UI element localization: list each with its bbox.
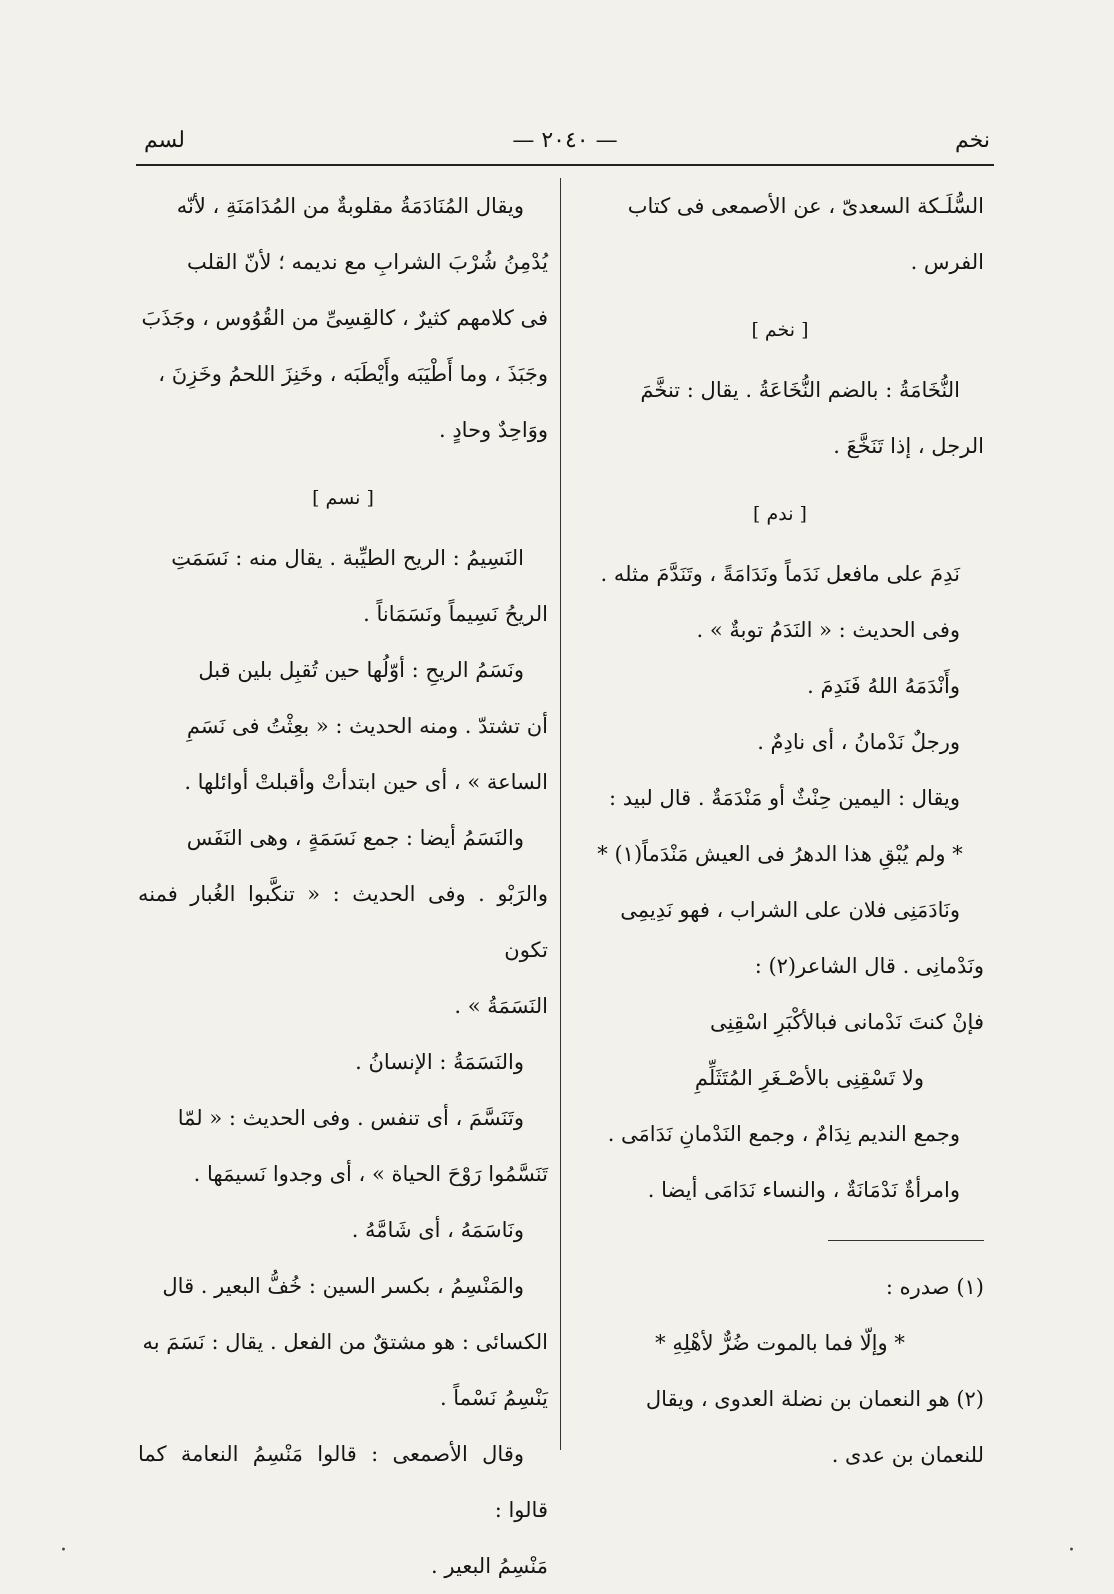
footnote: للنعمان بن عدى . xyxy=(831,1443,984,1467)
text-line: والمَنْسِمُ ، بكسر السين : خُفُّ البعير . قال xyxy=(162,1274,524,1298)
text-line: والنَسَمُ أيضا : جمع نَسَمَةٍ ، وهى النَفَس xyxy=(186,826,524,850)
page-number: — ٢٠٤٠ — xyxy=(512,128,618,153)
page-marker: · xyxy=(60,1538,67,1563)
poem-verse-second: ولا تَسْقِنِى بالأصْـغَرِ المُتَثَلِّمِ xyxy=(694,1066,924,1090)
footnote: (١) صدره : xyxy=(885,1275,984,1299)
header-rule xyxy=(136,164,994,166)
text-line: وتَنَسَّمَ ، أى تنفس . وفى الحديث : « لمّا xyxy=(177,1106,524,1130)
text-line: الرجل ، إذا تَنَخَّعَ . xyxy=(833,434,984,458)
text-line: ونَاسَمَهُ ، أى شَامَّهُ . xyxy=(351,1218,524,1242)
text-line: النَسَمَةُ » . xyxy=(454,994,548,1018)
text-line: السُّلَـكة السعدىّ ، عن الأصمعى فى كتاب xyxy=(627,194,984,218)
text-line: والنَسَمَةُ : الإنسانُ . xyxy=(355,1050,524,1074)
text-line: وامرأةٌ نَدْمَانَةٌ ، والنساء نَدَامَى أيضا . xyxy=(647,1178,960,1202)
text-line: وقال الأصمعى : قالوا مَنْسِمُ النعامة كما قالوا : xyxy=(138,1442,548,1522)
page-header xyxy=(136,128,994,164)
text-line: وفى الحديث : « النَدَمُ توبةٌ » . xyxy=(696,618,960,642)
text-line: الساعة » ، أى حين ابتدأتْ وأقبلتْ أوائلها . xyxy=(184,770,548,794)
footnote-verse: * وإلّا فما بالموت ضُرٌّ لأهْلِهِ * xyxy=(655,1331,905,1355)
text-line: الفرس . xyxy=(910,250,984,274)
text-line: الكسائى : هو مشتقٌ من الفعل . يقال : نَسَمَ به xyxy=(142,1330,548,1354)
header-left-word: لسم xyxy=(144,128,185,153)
footnote: (٢) هو النعمان بن نضلة العدوى ، ويقال xyxy=(645,1387,984,1411)
page-marker: · xyxy=(1068,1538,1075,1563)
text-line: ورجلٌ نَدْمانُ ، أى نادِمٌ . xyxy=(757,730,960,754)
text-line: فى كلامهم كثيرٌ ، كالقِسِىِّ من القُوُوس ، وجَذَبَ xyxy=(141,306,548,330)
text-line: وجَبَذَ ، وما أَطْيَبَه وأَيْطَبَه ، وخَنِزَ اللحمُ وخَزِنَ ، xyxy=(158,362,548,386)
text-line: والرَبْو . وفى الحديث : « تنكَّبوا الغُبار فمنه تكون xyxy=(138,882,548,962)
text-line: الريحُ نَسِيماً ونَسَمَاناً . xyxy=(363,602,548,626)
footnote-rule xyxy=(828,1240,984,1241)
poem-verse-first: فإنْ كنتَ نَدْمانى فبالأكْبَرِ اسْقِنِى xyxy=(710,1010,984,1034)
verse-quote: * ولم يُبْقِ هذا الدهرُ فى العيش مَنْدَماً(١) * xyxy=(597,842,963,866)
text-line: ونَسَمُ الريحِ : أوّلُها حين تُقبِل بلين قبل xyxy=(198,658,524,682)
text-line: ويقال المُنَادَمَةُ مقلوبةٌ من المُدَامَنَةِ ، لأنّه xyxy=(176,194,524,218)
header-right-word: نخم xyxy=(955,128,990,153)
text-line: نَدِمَ على مافعل نَدَماً ونَدَامَةً ، وتَنَدَّمَ مثله . xyxy=(600,562,960,586)
text-line: مَنْسِمُ البعير . xyxy=(431,1554,548,1578)
text-line: ويقال : اليمين حِنْثٌ أو مَنْدَمَةٌ . قال لبيد : xyxy=(608,786,960,810)
right-column xyxy=(576,178,984,1483)
text-line: وجمع النديم نِدَامٌ ، وجمع النَدْمانِ نَدَامَى . xyxy=(607,1122,960,1146)
entry-heading-nakhm: [ نخم ] xyxy=(751,319,809,341)
text-line: النَسِيمُ : الريح الطيِّبة . يقال منه : نَسَمَتِ xyxy=(171,546,524,570)
text-line: ونَادَمَنِى فلان على الشراب ، فهو نَدِيمِى xyxy=(620,898,960,922)
text-line: أن تشتدّ . ومنه الحديث : « بعِثْتُ فى نَسَمِ xyxy=(186,714,548,738)
text-line: ونَدْمانِى . قال الشاعر(٢) : xyxy=(754,954,984,978)
text-line: ووَاحِدٌ وحادٍ . xyxy=(438,418,548,442)
text-line: يَنْسِمُ نَسْماً . xyxy=(439,1386,548,1410)
column-divider xyxy=(560,178,561,1450)
text-line: وأَنْدَمَهُ اللهُ فَنَدِمَ . xyxy=(807,674,960,698)
text-line: يُدْمِنُ شُرْبَ الشرابِ مع نديمه ؛ لأنّ القلب xyxy=(187,250,548,274)
text-line: النُّخَامَةُ : بالضم النُّخَاعَةُ . يقال : تنخَّمَ xyxy=(640,378,960,402)
left-column xyxy=(138,178,548,1594)
entry-heading-nasam: [ نسم ] xyxy=(312,487,374,509)
text-line: تَنَسَّمُوا رَوْحَ الحياة » ، أى وجدوا نَسيمَها . xyxy=(193,1162,548,1186)
entry-heading-nadam: [ ندم ] xyxy=(753,503,807,525)
